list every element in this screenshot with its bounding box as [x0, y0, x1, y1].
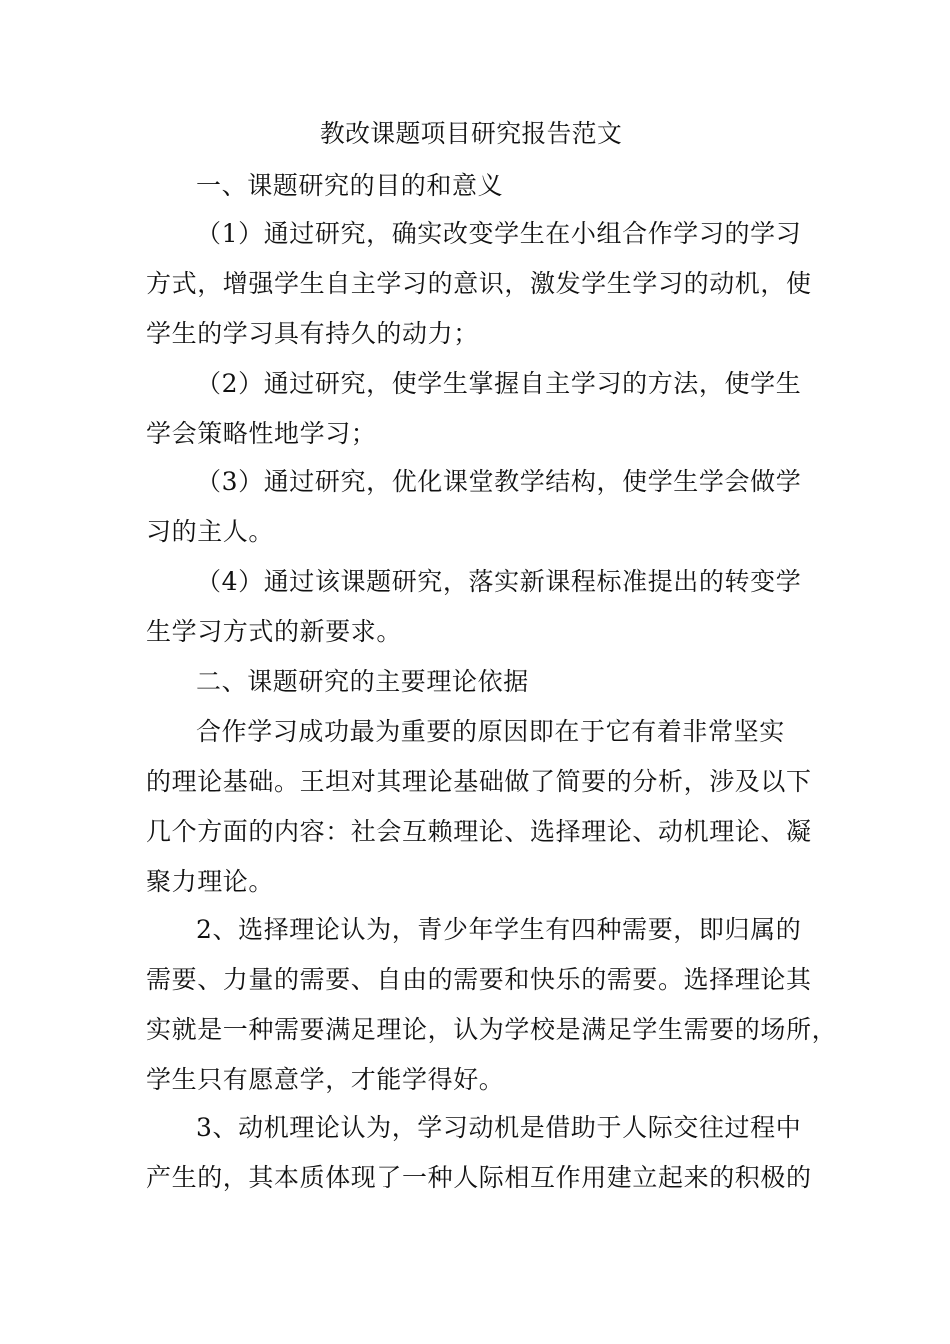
- paragraph-line: 的理论基础。王坦对其理论基础做了简要的分析，涉及以下: [146, 767, 812, 796]
- section-heading-1: 一、课题研究的目的和意义: [196, 171, 504, 200]
- paragraph-line: （3）通过研究，优化课堂教学结构，使学生学会做学: [196, 467, 802, 496]
- paragraph-line: 方式，增强学生自主学习的意识，激发学生学习的动机，使: [146, 269, 812, 298]
- paragraph-line: 聚力理论。: [146, 867, 275, 896]
- paragraph-line: 学生的学习具有持久的动力；: [146, 319, 479, 348]
- paragraph-line: （2）通过研究，使学生掌握自主学习的方法，使学生: [196, 369, 802, 398]
- paragraph-line: 合作学习成功最为重要的原因即在于它有着非常坚实: [196, 717, 785, 746]
- paragraph-line: 学生只有愿意学，才能学得好。: [146, 1065, 505, 1094]
- paragraph-line: 几个方面的内容：社会互赖理论、选择理论、动机理论、凝: [146, 817, 812, 846]
- paragraph-line: 实就是一种需要满足理论，认为学校是满足学生需要的场所，: [146, 1015, 838, 1044]
- paragraph-line: （1）通过研究，确实改变学生在小组合作学习的学习: [196, 219, 802, 248]
- paragraph-line: 学会策略性地学习；: [146, 419, 377, 448]
- paragraph-line: 3、动机理论认为，学习动机是借助于人际交往过程中: [196, 1113, 802, 1142]
- section-heading-2: 二、课题研究的主要理论依据: [196, 667, 529, 696]
- paragraph-line: （4）通过该课题研究，落实新课程标准提出的转变学: [196, 567, 802, 596]
- document-title: 教改课题项目研究报告范文: [319, 119, 623, 148]
- paragraph-line: 2、选择理论认为，青少年学生有四种需要，即归属的: [196, 915, 802, 944]
- paragraph-line: 需要、力量的需要、自由的需要和快乐的需要。选择理论其: [146, 965, 812, 994]
- paragraph-line: 产生的，其本质体现了一种人际相互作用建立起来的积极的: [146, 1163, 812, 1192]
- paragraph-line: 习的主人。: [146, 517, 275, 546]
- paragraph-line: 生学习方式的新要求。: [146, 617, 403, 646]
